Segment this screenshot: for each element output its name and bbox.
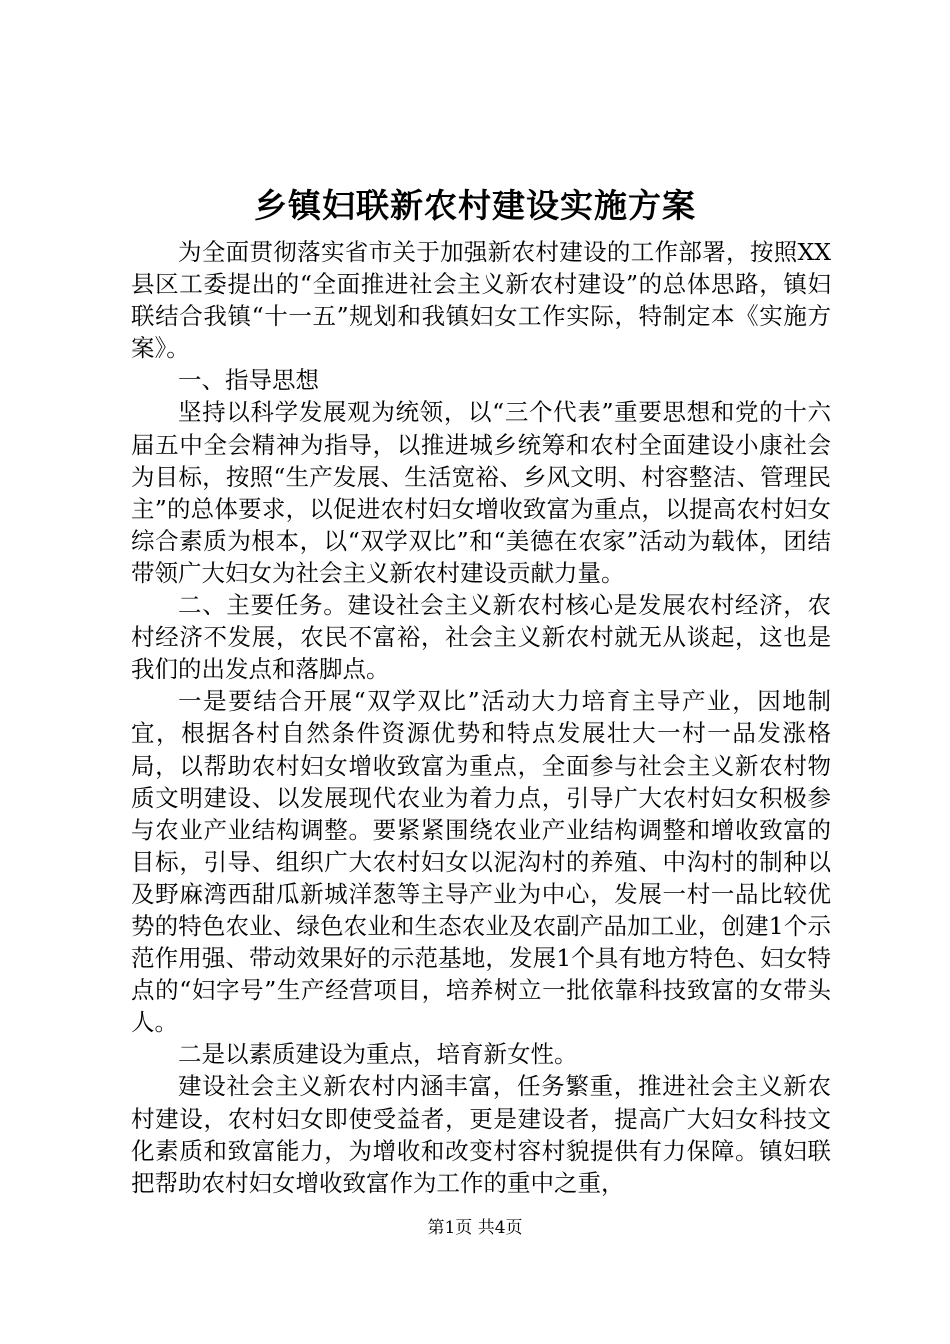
paragraph-task-one: 一是要结合开展“双学双比”活动大力培育主导产业，因地制宜，根据各村自然条件资源优势和特点发展壮大一村一品发涨格局，以帮助农村妇女增收致富为重点，全面参与社会主义新农村物质文明建设、以发展现代农业为着力点，引导广大农村妇女积极参与农业产业结构调整。要紧紧围绕农业产业结构调整和增收致富的目标，引导、组织广大农村妇女以泥沟村的养殖、中沟村的制种以及野麻湾西甜瓜新城洋葱等主导产业为中心，发展一村一品比较优势的特色农业、绿色农业和生态农业及农副产品加工业，创建1个示范作用强、带动效果好的示范基地，发展1个具有地方特色、妇女特点的“妇字号”生产经营项目，培养树立一批依靠科技致富的女带头人。: [131, 687, 831, 1037]
heading-task-two: 二是以素质建设为重点，培育新女性。: [178, 1040, 578, 1069]
paragraph-main-tasks: 二、主要任务。建设社会主义新农村核心是发展农村经济，农村经济不发展，农民不富裕，社会主义新农村就无从谈起，这也是我们的出发点和落脚点。: [131, 591, 831, 684]
paragraph-intro: 为全面贯彻落实省市关于加强新农村建设的工作部署，按照XX县区工委提出的“全面推进社会主义新农村建设”的总体思路，镇妇联结合我镇“十一五”规划和我镇妇女工作实际，特制定本《实施方案》。: [131, 238, 831, 363]
document-body: [131, 236, 831, 1199]
heading-guiding-ideology: 一、指导思想: [178, 366, 319, 395]
document-title: 乡镇妇联新农村建设实施方案: [254, 186, 696, 225]
page-footer: 第1页 共4页: [427, 1218, 523, 1238]
paragraph-task-two: 建设社会主义新农村内涵丰富，任务繁重，推进社会主义新农村建设，农村妇女即使受益者，更是建设者，提高广大妇女科技文化素质和致富能力，为增收和改变村容村貌提供有力保障。镇妇联把帮助农村妇女增收致富作为工作的重中之重，: [131, 1072, 831, 1197]
paragraph-guiding-ideology: 坚持以科学发展观为统领，以“三个代表”重要思想和党的十六届五中全会精神为指导，以推进城乡统筹和农村全面建设小康社会为目标，按照“生产发展、生活宽裕、乡风文明、村容整洁、管理民主”的总体要求，以促进农村妇女增收致富为重点，以提高农村妇女综合素质为根本，以“双学双比”和“美德在农家”活动为载体，团结带领广大妇女为社会主义新农村建设贡献力量。: [131, 398, 831, 587]
